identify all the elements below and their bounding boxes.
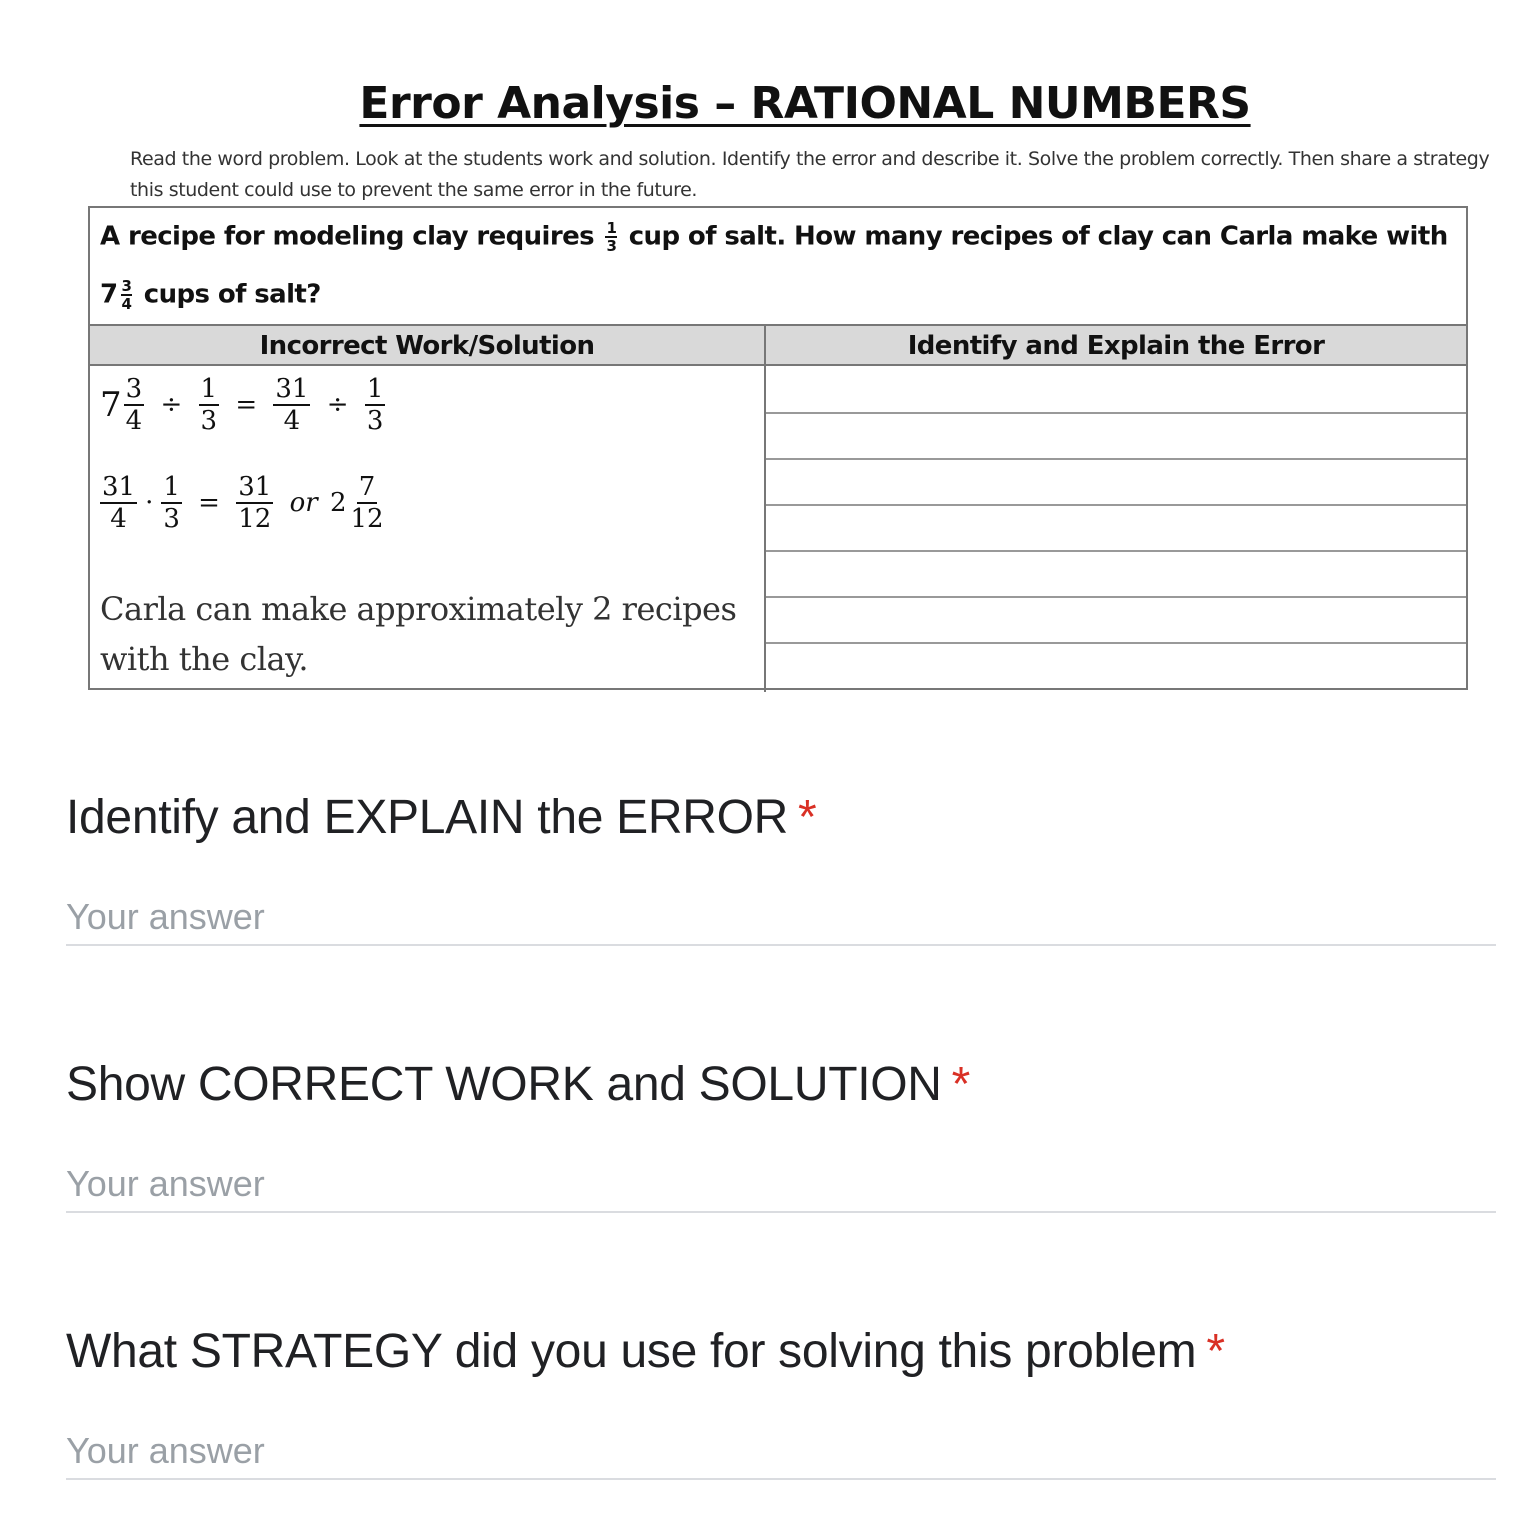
required-asterisk: * [1206, 1325, 1225, 1378]
question-title: What STRATEGY did you use for solving this problem [66, 1325, 1197, 1378]
writing-line [766, 550, 1466, 552]
table-header-row [90, 324, 1466, 366]
answer-input-strategy[interactable] [66, 1424, 1496, 1480]
explain-error-header: Identify and Explain the Error [907, 331, 1325, 361]
worksheet-instructions: Read the word problem. Look at the students work and solution. Identify the error and describe it. Solve the problem correctly. Then share a strategy this student could use to prevent the same error in the future. [130, 148, 1490, 201]
work-step-2: $\frac{31}{4}$ · $\frac{1}{3}$ = $\frac{31}{12}$ or 2 $\frac{7}{12}$ [102, 472, 384, 534]
answer-input-error[interactable] [66, 890, 1496, 946]
incorrect-work-header: Incorrect Work/Solution [259, 331, 595, 361]
question-correct-work [66, 1057, 1496, 1112]
question-identify-error [66, 790, 1496, 845]
worksheet-table: A recipe for modeling clay requires $\frac{1}{3}$ cup of salt. How many recipes of clay can Carla make with 7 $\frac{3}{4}$ cups of salt? Incorrect Work/Solution Identify and Explain the Error 7 $\frac{3}{4}$ ÷ $\frac{1}{3}$ = $\frac{31}{4}$ ÷ $\frac{1}{3}$ $\frac{31}{4}$ · $\frac{1}{3}$ = $\frac{31}{12}$ or 2 $\frac{7}{12}$ Carla can make approximately 2 recipes with the clay. [88, 206, 1468, 690]
question-strategy [66, 1324, 1496, 1379]
writing-line [766, 504, 1466, 506]
question-title: Identify and EXPLAIN the ERROR [66, 791, 789, 844]
writing-line [766, 412, 1466, 414]
worksheet-title: Error Analysis – RATIONAL NUMBERS [359, 78, 1251, 129]
student-answer: Carla can make approximately 2 recipes with the clay. [100, 590, 737, 678]
writing-line [766, 596, 1466, 598]
writing-line [766, 688, 1466, 690]
answer-input-correct-work[interactable] [66, 1157, 1496, 1213]
writing-line [766, 458, 1466, 460]
worksheet-image [0, 0, 1524, 700]
work-step-1: 7 $\frac{3}{4}$ ÷ $\frac{1}{3}$ = $\frac{31}{4}$ ÷ $\frac{1}{3}$ [100, 374, 384, 436]
required-asterisk: * [951, 1058, 971, 1111]
writing-line [766, 642, 1466, 644]
question-title: Show CORRECT WORK and SOLUTION [66, 1058, 942, 1111]
fraction-three-fourths: $\frac{3}{4}$ [121, 277, 132, 313]
required-asterisk: * [798, 791, 817, 844]
fraction-one-third: $\frac{1}{3}$ [606, 219, 617, 255]
column-divider [764, 324, 766, 692]
